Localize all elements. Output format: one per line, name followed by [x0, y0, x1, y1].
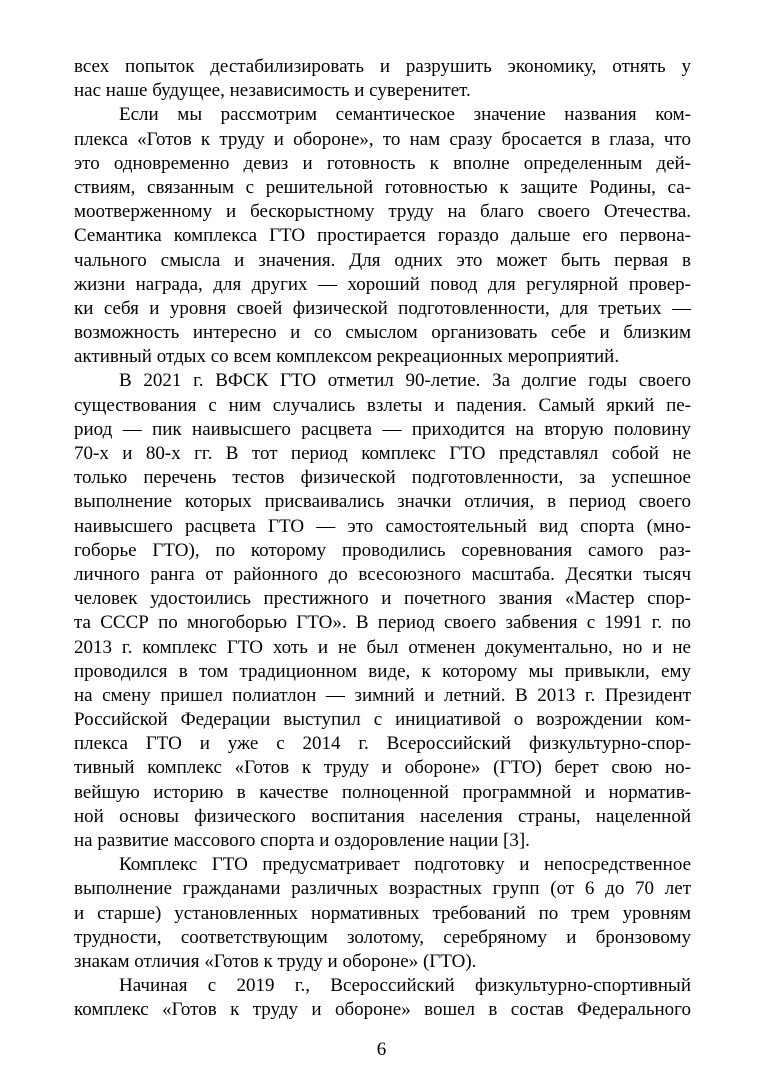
text-line: Российской Федерации выступил с инициативой о возрождении ком-: [74, 709, 691, 731]
text-line: всех попыток дестабилизировать и разрушить экономику, отнять у: [74, 56, 691, 77]
text-line: 70-х и 80-х гг. В тот период комплекс ГТО представлял собой не: [74, 443, 691, 464]
text-line: ки себя и уровня своей физической подготовленности, для третьих —: [74, 297, 691, 319]
text-line: вейшую историю в качестве полноценной программной и норматив-: [74, 781, 691, 803]
paragraph-2: [74, 103, 691, 369]
text-line: это одновременно девиз и готовность к вполне определенным дей-: [74, 152, 691, 174]
text-line: плекса «Готов к труду и обороне», то нам сразу бросается в глаза, что: [74, 128, 691, 150]
paragraph-5: [74, 974, 691, 1022]
text-line: активный отдых со всем комплексом рекреационных мероприятий.: [74, 346, 620, 368]
text-line: та СССР по многоборью ГТО». В период своего забвения с 1991 г. по: [74, 612, 691, 634]
text-line: Семантика комплекса ГТО простирается гораздо дальше его первона-: [74, 225, 691, 247]
text-line: нас наше будущее, независимость и суверенитет.: [74, 80, 471, 102]
text-line: трудности, соответствующим золотому, серебряному и бронзовому: [74, 926, 691, 948]
text-line: 2013 г. комплекс ГТО хоть и не был отменен документально, но и не: [74, 636, 691, 658]
text-line: наивысшего расцвета ГТО — это самостоятельный вид спорта (мно-: [74, 515, 691, 537]
text-line: на развитие массового спорта и оздоровление нации [3].: [74, 830, 530, 851]
paragraph-1: [74, 55, 691, 103]
paragraph-3: [74, 369, 691, 853]
text-line: жизни награда, для других — хороший повод для регулярной провер-: [74, 273, 691, 295]
text-line: тивный комплекс «Готов к труду и обороне» (ГТО) берет свою но-: [74, 757, 691, 779]
text-line: Если мы рассмотрим семантическое значение названия ком-: [119, 104, 691, 126]
text-line: чального смысла и значения. Для одних это может быть первая в: [74, 249, 691, 271]
text-line: знакам отличия «Готов к труду и обороне» (ГТО).: [74, 950, 477, 972]
text-line: только перечень тестов физической подготовленности, за успешное: [74, 467, 691, 489]
text-line: выполнение гражданами различных возрастных групп (от 6 до 70 лет: [74, 878, 691, 900]
text-line: плекса ГТО и уже с 2014 г. Всероссийский физкультурно-спор-: [74, 733, 691, 755]
text-line: возможность интересно и со смыслом организовать себе и близким: [74, 322, 691, 344]
text-line: ствиям, связанным с решительной готовностью к защите Родины, са-: [74, 176, 691, 198]
text-line: Начиная с 2019 г., Всероссийский физкультурно-спортивный: [119, 975, 691, 997]
page-number: 6: [376, 1039, 387, 1060]
text-line: В 2021 г. ВФСК ГТО отметил 90-летие. За долгие годы своего: [119, 370, 691, 392]
paragraph-4: [74, 853, 691, 974]
text-line: личного ранга от районного до всесоюзного масштаба. Десятки тысяч: [74, 563, 691, 585]
text-line: на смену пришел полиатлон — зимний и летний. В 2013 г. Президент: [74, 684, 691, 706]
text-line: моотверженному и бескорыстному труду на благо своего Отечества.: [74, 201, 691, 223]
text-line: комплекс «Готов к труду и обороне» вошел в состав Федерального: [74, 999, 691, 1021]
text-line: и старше) установленных нормативных требований по трем уровням: [74, 902, 691, 924]
text-line: проводился в том традиционном виде, к которому мы привыкли, ему: [74, 660, 691, 682]
text-line: существования с ним случались взлеты и падения. Самый яркий пе-: [74, 394, 691, 416]
text-line: человек удостоились престижного и почетного звания «Мастер спор-: [74, 588, 691, 610]
text-line: гоборье ГТО), по которому проводились соревнования самого раз-: [74, 539, 691, 561]
text-line: выполнение которых присваивались значки отличия, в период своего: [74, 491, 691, 513]
text-line: Комплекс ГТО предусматривает подготовку и непосредственное: [119, 854, 691, 876]
text-line: риод — пик наивысшего расцвета — приходится на вторую половину: [74, 418, 691, 440]
text-line: ной основы физического воспитания населения страны, нацеленной: [74, 805, 691, 827]
document-body: [74, 55, 691, 1023]
